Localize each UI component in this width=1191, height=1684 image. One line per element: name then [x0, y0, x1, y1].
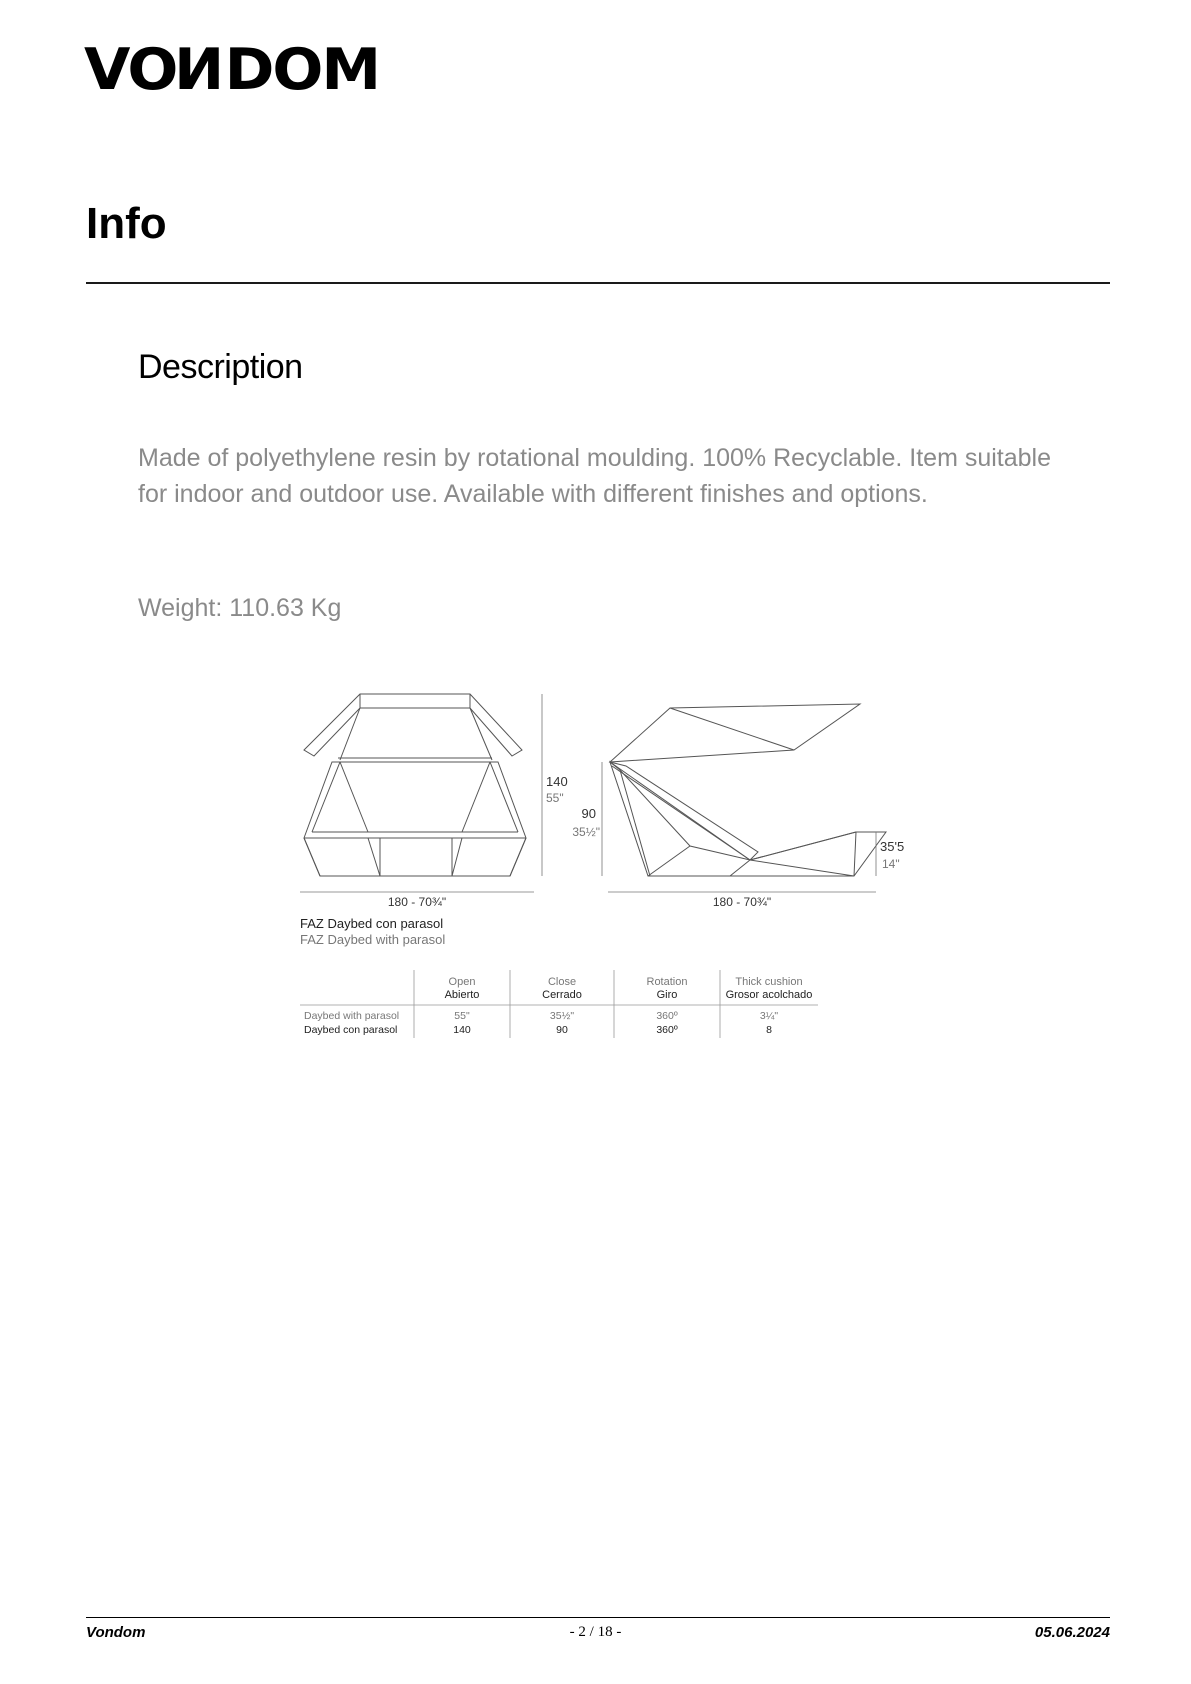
col-rotation-es: Giro [656, 989, 678, 1001]
side-height-cm: 90 [581, 806, 596, 821]
technical-drawing [290, 680, 910, 1050]
row-es-open: 140 [453, 1024, 471, 1036]
row-en-cushion: 3¼" [759, 1010, 779, 1022]
dimension-lines [300, 694, 876, 892]
col-close-es: Cerrado [542, 989, 582, 1001]
footer-divider [86, 1617, 1110, 1618]
row-es-cushion: 8 [766, 1024, 772, 1036]
title-divider [86, 282, 1110, 284]
row-es-close: 90 [556, 1024, 568, 1036]
col-cushion-es: Grosor acolchado [725, 989, 813, 1001]
col-cushion-en: Thick cushion [735, 976, 803, 988]
caption-es: FAZ Daybed con parasol [300, 916, 444, 931]
caption-en: FAZ Daybed with parasol [300, 932, 446, 947]
side-width-label: 180 - 70¾" [712, 895, 772, 909]
row-label-en: Daybed with parasol [304, 1010, 400, 1022]
product-weight: Weight: 110.63 Kg [138, 594, 342, 622]
seat-height-cm: 35'5 [880, 839, 905, 854]
row-label-es: Daybed con parasol [304, 1024, 398, 1036]
page-title: Info [86, 199, 167, 248]
side-height-in: 35½" [572, 825, 600, 839]
col-open-en: Open [448, 976, 476, 988]
front-view-drawing [304, 694, 526, 876]
row-en-close: 35½" [549, 1010, 575, 1022]
front-height-cm: 140 [546, 774, 568, 789]
row-en-rotation: 360º [656, 1010, 678, 1022]
vondom-logo: VONDOM [84, 36, 380, 104]
seat-height-in: 14" [882, 857, 900, 871]
product-description: Made of polyethylene resin by rotational moulding. 100% Recyclable. Item suitable for indoor and outdoor use. Available with different finishes and options. [138, 444, 1052, 508]
front-width-label: 180 - 70¾" [387, 895, 447, 909]
col-close-en: Close [547, 976, 577, 988]
row-es-rotation: 360º [656, 1024, 678, 1036]
front-height-in: 55" [546, 791, 564, 805]
footer-brand: Vondom [86, 1624, 146, 1641]
col-rotation-en: Rotation [646, 976, 688, 988]
page-number: - 2 / 18 - [569, 1624, 622, 1640]
col-open-es: Abierto [444, 989, 480, 1001]
footer-date: 05.06.2024 [1034, 1624, 1110, 1641]
section-heading: Description [138, 348, 303, 386]
side-view-drawing [610, 704, 886, 876]
row-en-open: 55" [454, 1010, 470, 1022]
